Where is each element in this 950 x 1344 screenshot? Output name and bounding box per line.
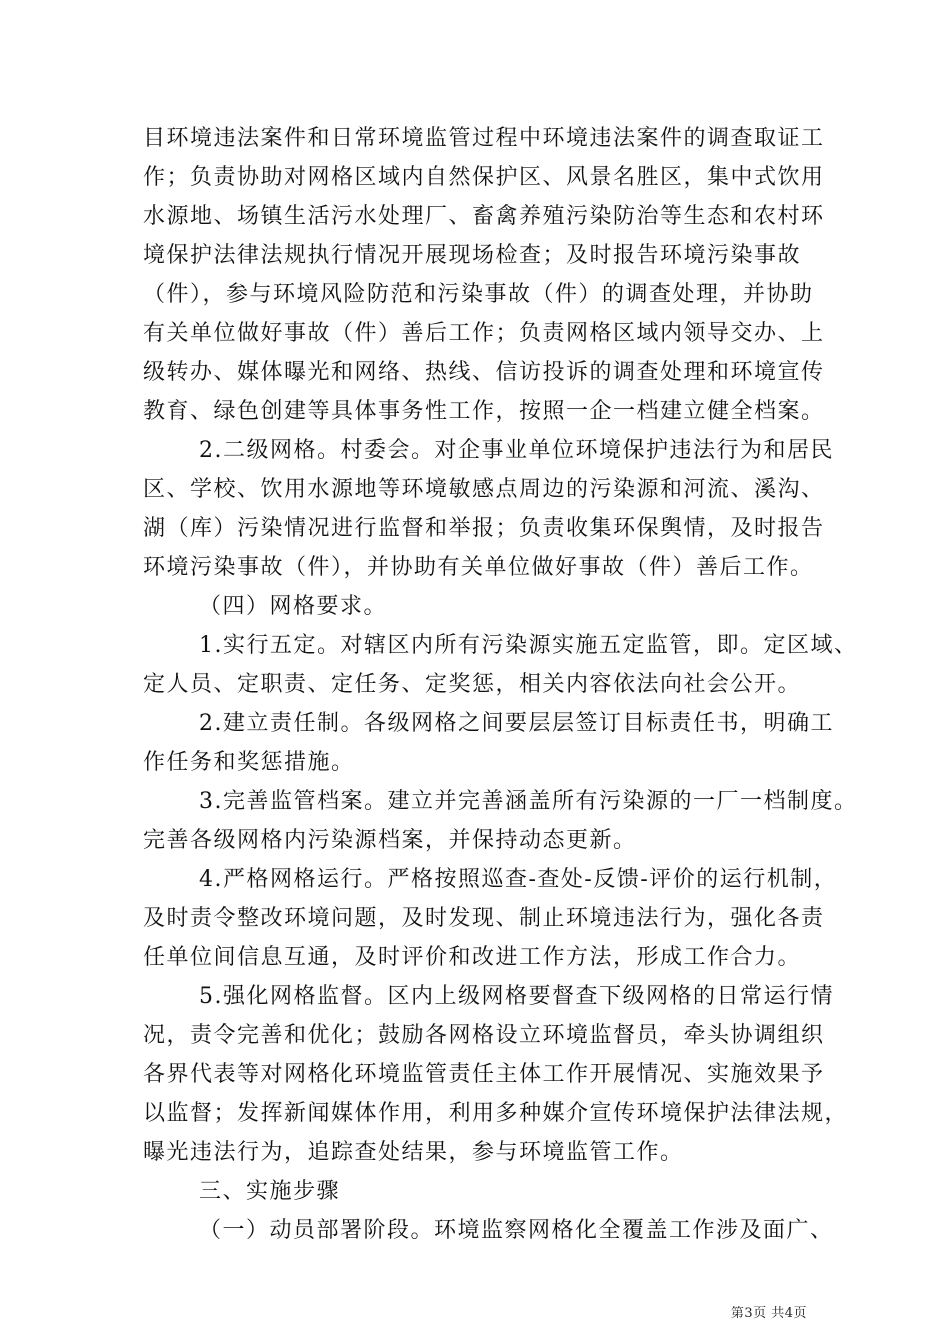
text-line: 目环境违法案件和日常环境监管过程中环境违法案件的调查取证工 — [143, 126, 825, 151]
paragraph-grid-operation — [143, 860, 838, 977]
text-line: 曝光违法行为，追踪查处结果，参与环境监管工作。 — [143, 1140, 684, 1165]
document-body — [143, 119, 858, 1250]
text-line: 教育、绿色创建等具体事务性工作，按照一企一档建立健全档案。 — [143, 399, 825, 424]
text-line: 三、实施步骤 — [199, 1179, 341, 1204]
text-line: （件），参与环境风险防范和污染事故（件）的调查处理，并协助 — [143, 282, 814, 307]
text-line: 有关单位做好事故（件）善后工作；负责网格区域内领导交办、上 — [143, 321, 825, 346]
text-line: 4.严格网格运行。严格按照巡查-查处-反馈-评价的运行机制， — [199, 867, 838, 892]
paragraph-responsibility — [143, 704, 833, 782]
text-line: 级转办、媒体曝光和网络、热线、信访投诉的调查处理和环境宣传 — [143, 360, 825, 385]
text-line: 定人员、定职责、定任务、定奖惩，相关内容依法向社会公开。 — [143, 672, 802, 697]
text-line: 完善各级网格内污染源档案，并保持动态更新。 — [143, 828, 637, 853]
paragraph-second-grid — [143, 431, 833, 587]
section-heading-implementation-steps — [143, 1172, 833, 1211]
text-line: 作任务和奖惩措施。 — [143, 750, 355, 775]
text-line: 境保护法律法规执行情况开展现场检查；及时报告环境污染事故 — [143, 243, 802, 268]
paragraph-five-fixes — [143, 626, 858, 704]
text-line: 1.实行五定。对辖区内所有污染源实施五定监管，即。定区域、 — [199, 633, 858, 658]
text-line: 湖（库）污染情况进行监督和举报；负责收集环保舆情，及时报告 — [143, 516, 825, 541]
text-line: 以监督；发挥新闻媒体作用，利用多种媒介宣传环境保护法律法规， — [143, 1101, 849, 1126]
paragraph-archives — [143, 782, 858, 860]
text-line: （四）网格要求。 — [199, 594, 388, 619]
text-line: 况，责令完善和优化；鼓励各网格设立环境监督员，牵头协调组织 — [143, 1023, 825, 1048]
section-heading-grid-requirements — [143, 587, 833, 626]
text-line: 3.完善监管档案。建立并完善涵盖所有污染源的一厂一档制度。 — [199, 789, 858, 814]
paragraph-mobilization — [143, 1211, 833, 1250]
text-line: 2.二级网格。村委会。对企事业单位环境保护违法行为和居民 — [199, 438, 834, 463]
text-line: 作；负责协助对网格区域内自然保护区、风景名胜区，集中式饮用 — [143, 165, 825, 190]
text-line: 环境污染事故（件），并协助有关单位做好事故（件）善后工作。 — [143, 555, 814, 580]
text-line: 任单位间信息互通，及时评价和改进工作方法，形成工作合力。 — [143, 945, 802, 970]
page-number: 第3页 共4页 — [730, 1306, 807, 1321]
text-line: （一）动员部署阶段。环境监察网格化全覆盖工作涉及面广、 — [199, 1218, 834, 1243]
paragraph-duties — [143, 119, 833, 431]
paragraph-grid-supervision — [143, 977, 849, 1172]
text-line: 各界代表等对网格化环境监管责任主体工作开展情况、实施效果予 — [143, 1062, 825, 1087]
text-line: 2.建立责任制。各级网格之间要层层签订目标责任书，明确工 — [199, 711, 834, 736]
text-line: 区、学校、饮用水源地等环境敏感点周边的污染源和河流、溪沟、 — [143, 477, 825, 502]
text-line: 及时责令整改环境问题，及时发现、制止环境违法行为，强化各责 — [143, 906, 825, 931]
text-line: 水源地、场镇生活污水处理厂、畜禽养殖污染防治等生态和农村环 — [143, 204, 825, 229]
text-line: 5.强化网格监督。区内上级网格要督查下级网格的日常运行情 — [199, 984, 834, 1009]
